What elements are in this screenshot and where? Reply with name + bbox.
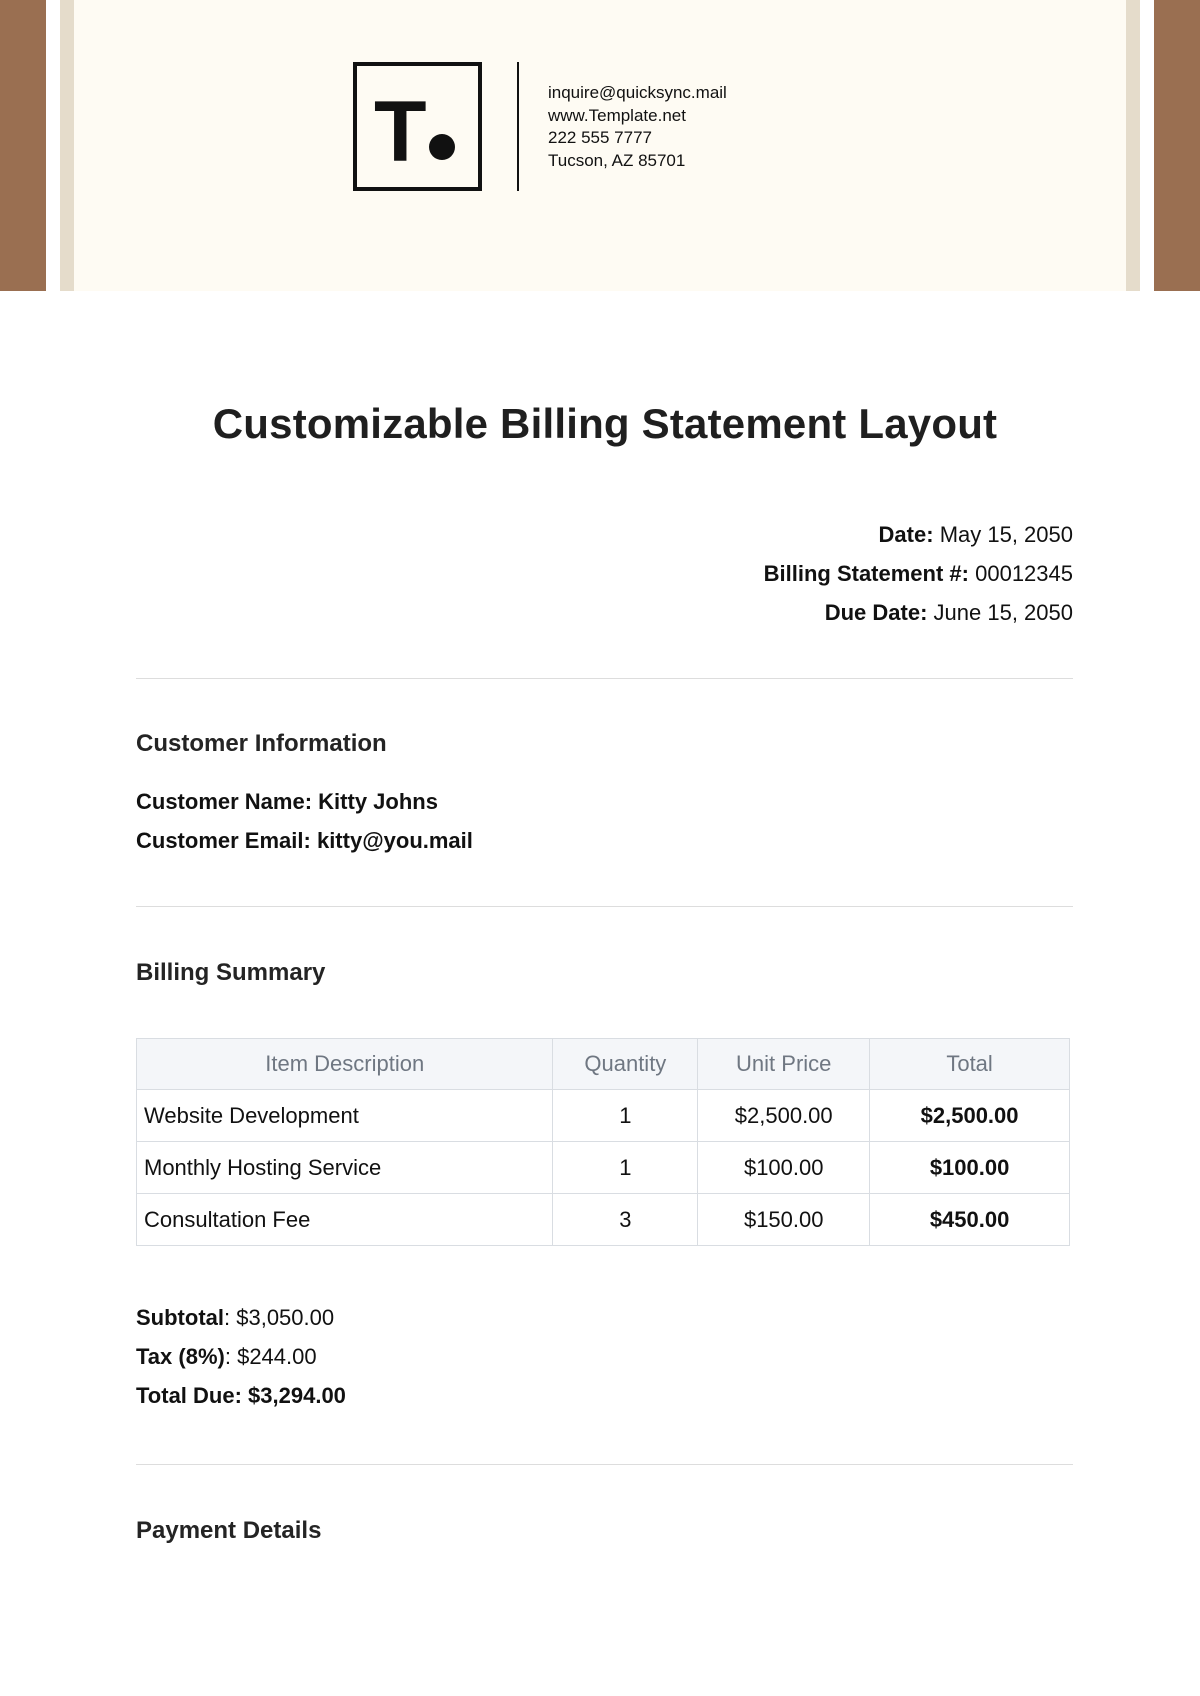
item-quantity: 3	[553, 1194, 698, 1246]
header-stripe-left	[60, 0, 74, 291]
totals-block	[136, 1298, 346, 1415]
letterhead-header	[0, 0, 1200, 291]
contact-email: inquire@quicksync.mail	[548, 83, 727, 102]
tax: Tax (8%): $244.00	[136, 1344, 317, 1369]
billing-summary-heading: Billing Summary	[136, 959, 326, 986]
table-row	[137, 1090, 1070, 1142]
payment-details-heading: Payment Details	[136, 1517, 322, 1544]
subtotal: Subtotal: $3,050.00	[136, 1305, 335, 1330]
item-total: $100.00	[870, 1142, 1070, 1194]
column-header: Unit Price	[698, 1039, 870, 1090]
section-divider	[136, 678, 1073, 679]
item-unit-price: $100.00	[698, 1142, 870, 1194]
section-divider	[136, 906, 1073, 907]
company-contact	[548, 82, 727, 172]
contact-address: Tucson, AZ 85701	[548, 150, 686, 170]
contact-phone: 222 555 7777	[548, 128, 652, 147]
document-title: Customizable Billing Statement Layout	[212, 400, 998, 447]
header-stripe-right	[1126, 0, 1140, 291]
item-unit-price: $2,500.00	[698, 1090, 870, 1142]
statement-meta	[764, 515, 1073, 632]
statement-number: Billing Statement #: 00012345	[763, 561, 1073, 586]
customer-details	[136, 782, 473, 860]
header-band-left	[0, 0, 46, 291]
customer-name: Customer Name: Kitty Johns	[136, 789, 438, 814]
table-row	[137, 1194, 1070, 1246]
section-divider	[136, 1464, 1073, 1465]
company-logo	[353, 62, 482, 191]
item-total: $2,500.00	[870, 1090, 1070, 1142]
item-description: Monthly Hosting Service	[137, 1142, 553, 1194]
total-due: Total Due: $3,294.00	[136, 1383, 346, 1408]
logo-mark-icon	[357, 66, 478, 187]
item-description: Consultation Fee	[137, 1194, 553, 1246]
table-header-row	[137, 1039, 1070, 1090]
column-header: Total	[870, 1039, 1070, 1090]
header-divider	[517, 62, 519, 191]
contact-website: www.Template.net	[548, 105, 686, 125]
item-unit-price: $150.00	[698, 1194, 870, 1246]
item-quantity: 1	[553, 1142, 698, 1194]
header-band-right	[1154, 0, 1200, 291]
item-quantity: 1	[553, 1090, 698, 1142]
billing-table	[136, 1038, 1070, 1246]
table-row	[137, 1142, 1070, 1194]
statement-date: Date: May 15, 2050	[878, 522, 1073, 547]
item-description: Website Development	[137, 1090, 553, 1142]
statement-due-date: Due Date: June 15, 2050	[824, 600, 1073, 625]
customer-info-heading: Customer Information	[136, 730, 387, 757]
column-header: Item Description	[137, 1039, 553, 1090]
column-header: Quantity	[553, 1039, 698, 1090]
logo-letter: T	[374, 84, 427, 180]
item-total: $450.00	[870, 1194, 1070, 1246]
customer-email: Customer Email: kitty@you.mail	[136, 828, 473, 853]
